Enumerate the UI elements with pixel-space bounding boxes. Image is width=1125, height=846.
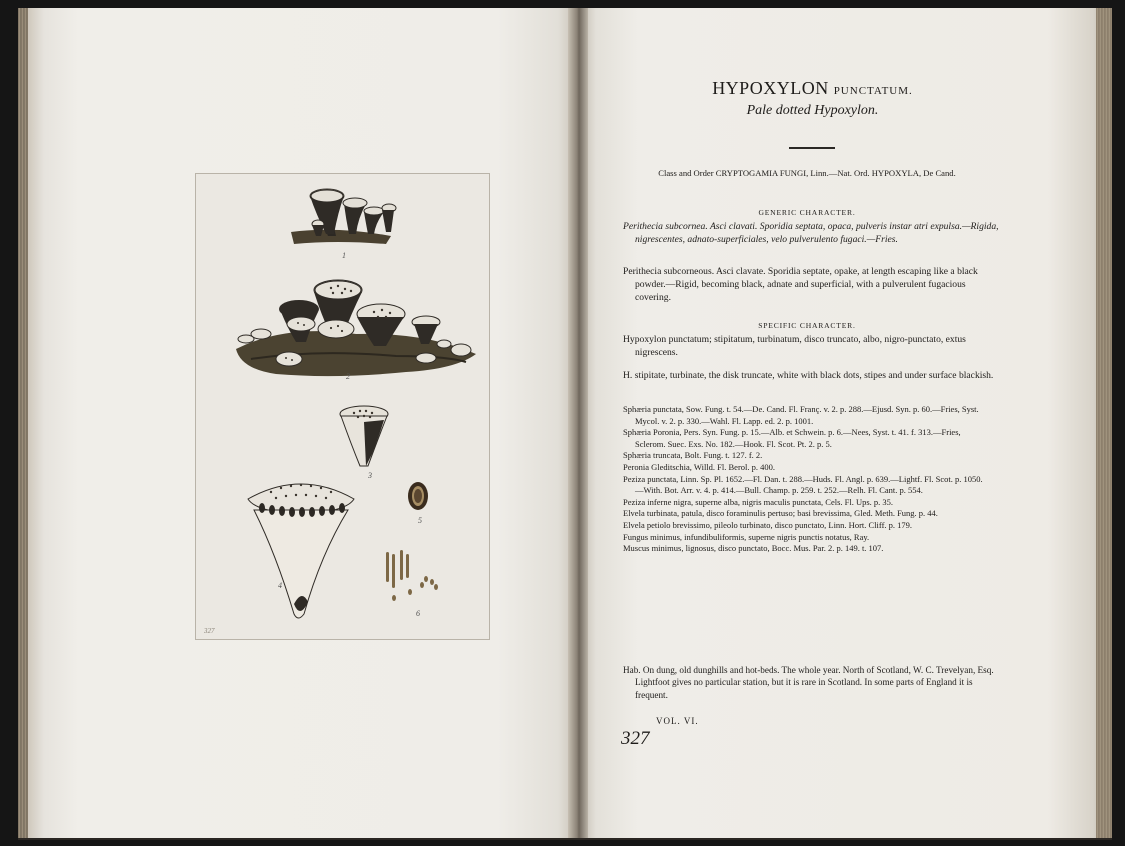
synonym-entry: Peziza inferne nigra, superne alba, nigris maculis punctata, Cels. Fl. Ups. p. 35.: [623, 496, 894, 507]
figure-label-6: 6: [416, 609, 420, 618]
figure-2: [236, 280, 476, 376]
figure-label-3: 3: [368, 471, 372, 480]
figure-label-1: 1: [342, 251, 346, 260]
specific-character-latin: Hypoxylon punctatum; stipitatum, turbinatum, disco truncato, albo, nigro-punctato, extus nigrescens.: [623, 334, 966, 358]
fungus-illustration: [196, 174, 489, 639]
synonym-entry: Muscus minimus, lignosus, disco punctato, Bocc. Mus. Par. 2. p. 149. t. 107.: [623, 543, 884, 554]
volume-label: VOL. VI.: [656, 716, 699, 726]
synonym-entry: Sphæria punctata, Sow. Fung. t. 54.—De. Cand. Fl. Franç. v. 2. p. 288.—Ejusd. Syn. p. 60.—Fries, Syst. Mycol. v. 2. p. 330.—Wahl. Fl. Lapp. ed. 2. p. 1001.: [623, 404, 979, 426]
class-order-line: Class and Order CRYPTOGAMIA FUNGI, Linn.—Nat. Ord. HYPOXYLA, De Cand.: [658, 168, 956, 178]
common-name: Pale dotted Hypoxylon.: [746, 103, 879, 118]
figure-label-4: 4: [278, 581, 282, 590]
synonym-entry: Sphæria Poronia, Pers. Syn. Fung. p. 15.—Alb. et Schwein. p. 6.—Nees, Syst. t. 41. f. 313.—Fries, Sclerom. Suec. Exs. No. 182.—Hook. Fl. Scot. Pt. 2. p. 5.: [623, 427, 961, 449]
figure-5: [408, 482, 428, 510]
figure-label-5: 5: [418, 516, 422, 525]
habitat-paragraph: Hab. On dung, old dunghills and hot-beds. The whole year. North of Scotland, W. C. Trevelyan, Esq. Lightfoot gives no particular station, but it is rare in Scotland. In some parts of England it is frequent.: [623, 665, 994, 700]
left-page: [18, 8, 576, 838]
synonym-entry: Peronia Gleditschia, Willd. Fl. Berol. p. 400.: [623, 461, 776, 472]
synonym-entry: Elvela turbinata, patula, disco foraminulis pertuso; basi brevissima, Gled. Meth. Fung. p. 44.: [623, 508, 938, 519]
synonymy-list: [623, 404, 991, 555]
page-edges-right: [1096, 8, 1112, 838]
page-edges-left: [18, 8, 28, 838]
synonym-entry: Elvela petiolo brevissimo, pileolo turbinato, disco punctato, Linn. Hort. Cliff. p. 179.: [623, 519, 913, 530]
synonym-entry: Fungus minimus, infundibuliformis, superne nigris punctis notatus, Ray.: [623, 531, 870, 542]
figure-4: [248, 484, 354, 618]
title-rule: [789, 147, 835, 149]
book-gutter: [568, 8, 588, 838]
specific-character-english: H. stipitate, turbinate, the disk truncate, white with black dots, stipes and under surface blackish.: [623, 370, 994, 381]
generic-character-english: Perithecia subcorneous. Asci clavate. Sporidia septate, opake, at length escaping like a black powder.—Rigid, becoming black, adnate and superficial, with a pulverulent fugacious covering.: [623, 266, 978, 303]
title-main: HYPOXYLON: [712, 78, 829, 98]
specific-character-heading: SPECIFIC CHARACTER.: [758, 321, 856, 330]
plate-number: 327: [204, 627, 215, 635]
title-small: PUNCTATUM.: [833, 85, 913, 97]
synonym-entry: Peziza punctata, Linn. Sp. Pl. 1652.—Fl. Dan. t. 288.—Huds. Fl. Angl. p. 639.—Lightf. Fl. Scot. p. 1050.—With. Bot. Arr. v. 4. p. 414.—Bull. Champ. p. 259. t. 252.—Relh. Fl. Cant. p. 554.: [623, 473, 983, 496]
page-number: 327: [621, 728, 650, 749]
generic-character-latin: Perithecia subcornea. Asci clavati. Sporidia septata, opaca, pulveris instar atri expulsa.—Rigida, nigrescentes, adnato-superficiales, velo pulverulento fugaci.—Fries.: [623, 221, 999, 245]
generic-character-heading: GENERIC CHARACTER.: [758, 208, 856, 217]
figure-6: [386, 550, 438, 601]
species-title: [640, 78, 985, 99]
synonym-entry: Sphæria truncata, Bolt. Fung. t. 127. f. 2.: [623, 450, 763, 461]
figure-3: [340, 406, 388, 466]
figure-label-2: 2: [346, 372, 350, 381]
botanical-plate: [195, 173, 490, 640]
figure-1: [291, 189, 396, 244]
